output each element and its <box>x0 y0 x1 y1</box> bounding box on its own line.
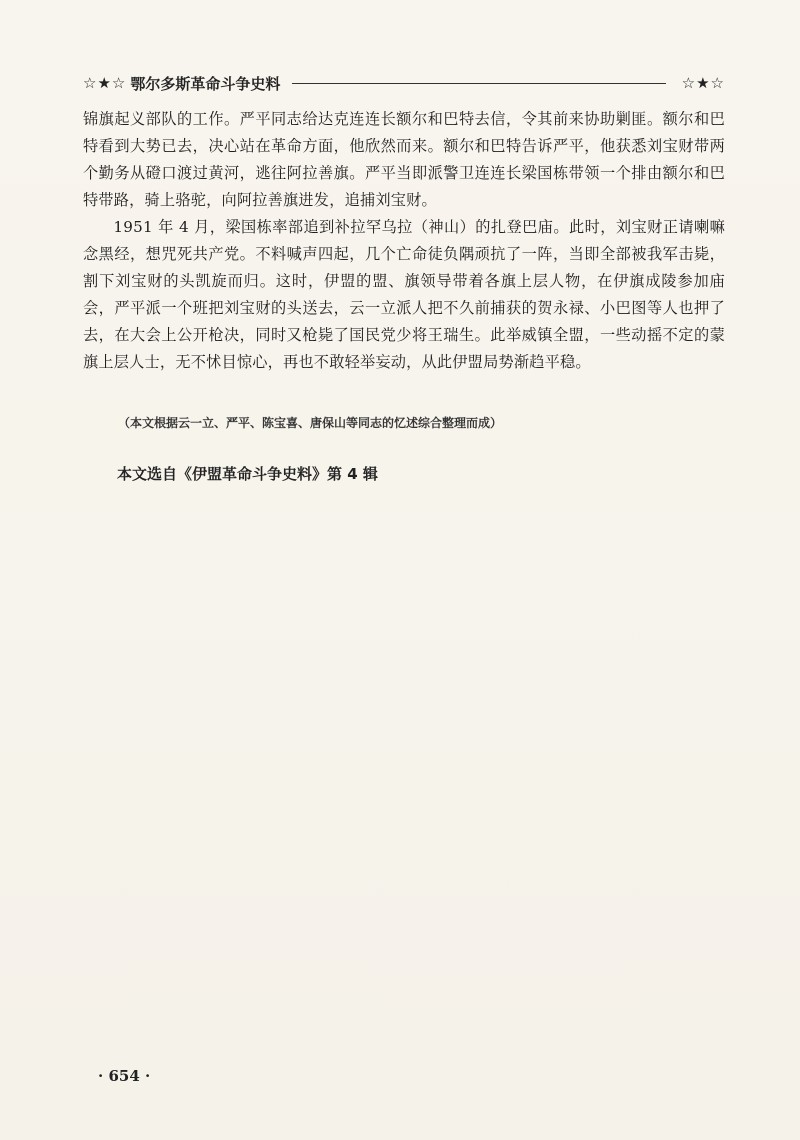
page-number: · 654 · <box>98 1067 151 1085</box>
star-icon: ☆★☆ <box>83 74 127 92</box>
running-header <box>83 72 725 94</box>
header-rule <box>292 83 665 84</box>
paragraph: 锦旗起义部队的工作。严平同志给达克连连长额尔和巴特去信，令其前来协助剿匪。额尔和巴特看到大势已去，决心站在革命方面，他欣然而来。额尔和巴特告诉严平，他获悉刘宝财带两个勤务从磴口渡过黄河，逃往阿拉善旗。严平当即派警卫连连长梁国栋带领一个排由额尔和巴特带路，骑上骆驼，向阿拉善旗进发，追捕刘宝财。 <box>83 110 725 209</box>
header-title: 鄂尔多斯革命斗争史料 <box>130 74 281 93</box>
source-note: （本文根据云一立、严平、陈宝喜、唐保山等同志的忆述综合整理而成） <box>118 416 503 430</box>
source-citation: 本文选自《伊盟革命斗争史料》第 4 辑 <box>117 465 378 483</box>
paragraph: 1951 年 4 月，梁国栋率部追到补拉罕乌拉（神山）的扎登巴庙。此时，刘宝财正请喇嘛念黑经，想咒死共产党。不料喊声四起，几个亡命徒负隅顽抗了一阵，当即全部被我军击毙，割下刘宝财的头凯旋而归。这时，伊盟的盟、旗领导带着各旗上层人物，在伊旗成陵参加庙会，严平派一个班把刘宝财的头送去，云一立派人把不久前捕获的贺永禄、小巴图等人也押了去，在大会上公开枪决，同时又枪毙了国民党少将王瑞生。此举威镇全盟，一些动摇不定的蒙旗上层人士，无不怵目惊心，再也不敢轻举妄动，从此伊盟局势渐趋平稳。 <box>83 218 725 371</box>
star-icon: ☆★☆ <box>681 74 725 92</box>
body-text <box>83 106 725 376</box>
